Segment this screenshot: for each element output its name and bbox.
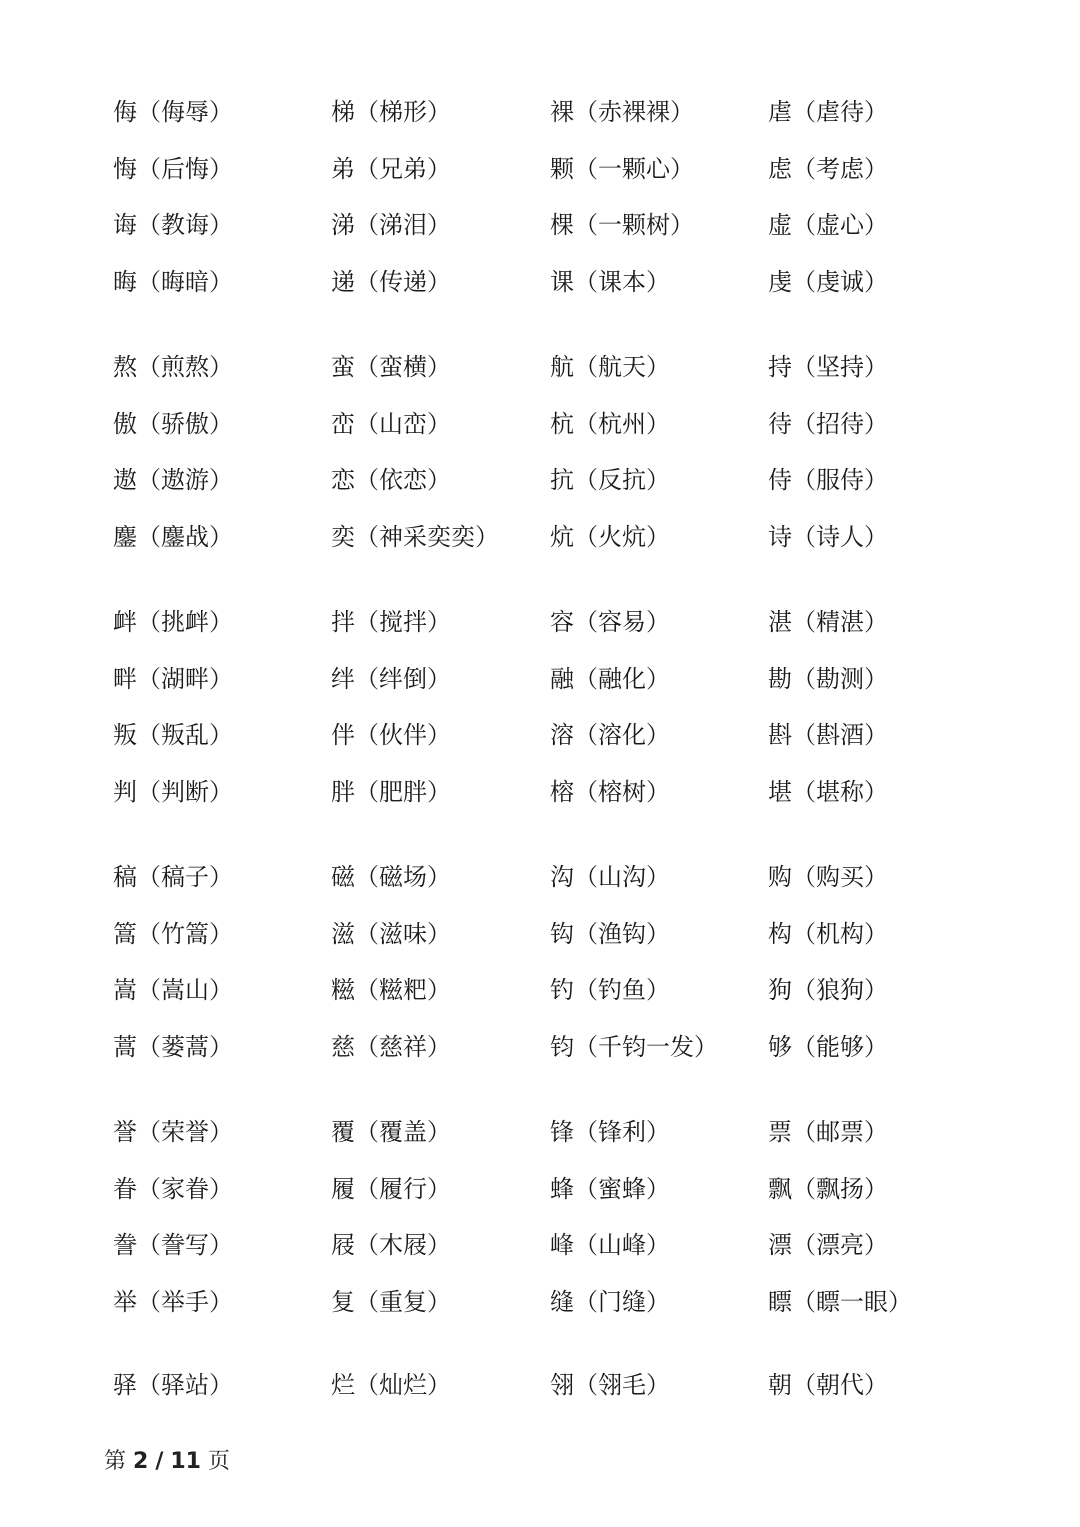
- page-prefix: 第: [104, 1449, 127, 1474]
- word-entry: 眷（家眷）: [113, 1174, 233, 1203]
- word-group: [0, 1357, 1080, 1414]
- word-entry: 峰（山峰）: [550, 1231, 670, 1259]
- word-row: [0, 651, 1080, 708]
- word-entry: 叛（叛乱）: [113, 721, 233, 749]
- word-row: [0, 594, 1080, 651]
- word-entry: 弟（兄弟）: [331, 154, 451, 183]
- word-entry: 烂（灿烂）: [331, 1371, 451, 1399]
- word-group: [0, 849, 1080, 1075]
- word-entry: 蒿（蒌蒿）: [113, 1032, 233, 1061]
- word-entry: 朝（朝代）: [768, 1371, 888, 1399]
- word-entry: 诲（教诲）: [113, 211, 233, 239]
- word-entry: 恋（依恋）: [331, 466, 451, 494]
- word-entry: 裸（赤裸裸）: [550, 98, 694, 126]
- word-entry: 湛（精湛）: [768, 608, 888, 636]
- word-entry: 遨（遨游）: [113, 466, 233, 494]
- word-entry: 峦（山峦）: [331, 409, 451, 438]
- word-row: [0, 764, 1080, 821]
- word-entry: 炕（火炕）: [550, 522, 670, 551]
- word-entry: 融（融化）: [550, 664, 670, 693]
- word-group: [0, 594, 1080, 820]
- word-entry: 持（坚持）: [768, 353, 888, 381]
- word-entry: 蛮（蛮横）: [331, 353, 451, 381]
- word-entry: 课（课本）: [550, 267, 670, 296]
- word-row: [0, 396, 1080, 453]
- word-entry: 悔（后悔）: [113, 154, 233, 183]
- word-entry: 杭（杭州）: [550, 409, 670, 438]
- word-entry: 绊（绊倒）: [331, 664, 451, 693]
- word-entry: 屐（木屐）: [331, 1231, 451, 1259]
- word-entry: 缝（门缝）: [550, 1287, 670, 1316]
- page-suffix: 页: [208, 1449, 231, 1474]
- word-entry: 侮（侮辱）: [113, 98, 233, 126]
- word-row: [0, 1161, 1080, 1218]
- word-entry: 磁（磁场）: [331, 863, 451, 891]
- word-entry: 堪（堪称）: [768, 777, 888, 806]
- word-entry: 棵（一颗树）: [550, 211, 694, 239]
- word-entry: 容（容易）: [550, 608, 670, 636]
- word-entry: 判（判断）: [113, 777, 233, 806]
- word-entry: 构（机构）: [768, 919, 888, 948]
- word-entry: 畔（湖畔）: [113, 664, 233, 693]
- word-row: [0, 197, 1080, 254]
- word-entry: 覆（覆盖）: [331, 1118, 451, 1146]
- word-entry: 溶（溶化）: [550, 721, 670, 749]
- word-entry: 诗（诗人）: [768, 522, 888, 551]
- word-entry: 够（能够）: [768, 1032, 888, 1061]
- word-row: [0, 509, 1080, 566]
- word-row: [0, 1104, 1080, 1161]
- word-row: [0, 452, 1080, 509]
- word-row: [0, 254, 1080, 311]
- word-entry: 滋（滋味）: [331, 919, 451, 948]
- word-row: [0, 849, 1080, 906]
- word-row: [0, 141, 1080, 198]
- word-entry: 翎（翎毛）: [550, 1371, 670, 1399]
- word-entry: 蜂（蜜蜂）: [550, 1174, 670, 1203]
- word-entry: 履（履行）: [331, 1174, 451, 1203]
- word-row: [0, 84, 1080, 141]
- total-pages: 11: [170, 1449, 201, 1474]
- word-entry: 誉（荣誉）: [113, 1118, 233, 1146]
- word-entry: 拌（搅拌）: [331, 608, 451, 636]
- word-entry: 狗（狼狗）: [768, 976, 888, 1004]
- word-entry: 抗（反抗）: [550, 466, 670, 494]
- word-entry: 虑（考虑）: [768, 154, 888, 183]
- word-entry: 漂（漂亮）: [768, 1231, 888, 1259]
- word-entry: 嵩（嵩山）: [113, 976, 233, 1004]
- word-row: [0, 1357, 1080, 1414]
- word-entry: 驿（驿站）: [113, 1371, 233, 1399]
- page-number: [104, 1446, 230, 1478]
- word-entry: 涕（涕泪）: [331, 211, 451, 239]
- word-entry: 待（招待）: [768, 409, 888, 438]
- word-entry: 晦（晦暗）: [113, 267, 233, 296]
- current-page: 2: [133, 1449, 149, 1474]
- word-entry: 榕（榕树）: [550, 777, 670, 806]
- word-entry: 誊（誊写）: [113, 1231, 233, 1259]
- word-entry: 熬（煎熬）: [113, 353, 233, 381]
- word-entry: 钧（千钧一发）: [550, 1032, 718, 1061]
- word-entry: 瞟（瞟一眼）: [768, 1287, 912, 1316]
- word-entry: 沟（山沟）: [550, 863, 670, 891]
- word-entry: 慈（慈祥）: [331, 1032, 451, 1061]
- word-entry: 虚（虚心）: [768, 211, 888, 239]
- word-entry: 梯（梯形）: [331, 98, 451, 126]
- word-entry: 傲（骄傲）: [113, 409, 233, 438]
- word-entry: 锋（锋利）: [550, 1118, 670, 1146]
- word-entry: 伴（伙伴）: [331, 721, 451, 749]
- word-entry: 侍（服侍）: [768, 466, 888, 494]
- word-entry: 虐（虐待）: [768, 98, 888, 126]
- page-separator: /: [155, 1449, 164, 1474]
- word-entry: 衅（挑衅）: [113, 608, 233, 636]
- word-entry: 糍（糍粑）: [331, 976, 451, 1004]
- word-row: [0, 1019, 1080, 1076]
- word-entry: 篙（竹篙）: [113, 919, 233, 948]
- word-row: [0, 962, 1080, 1019]
- word-entry: 航（航天）: [550, 353, 670, 381]
- word-row: [0, 906, 1080, 963]
- word-group: [0, 339, 1080, 565]
- word-entry: 颗（一颗心）: [550, 154, 694, 183]
- word-entry: 胖（肥胖）: [331, 777, 451, 806]
- word-entry: 斟（斟酒）: [768, 721, 888, 749]
- word-entry: 复（重复）: [331, 1287, 451, 1316]
- word-entry: 飘（飘扬）: [768, 1174, 888, 1203]
- word-group: [0, 1104, 1080, 1330]
- word-entry: 虔（虔诚）: [768, 267, 888, 296]
- word-row: [0, 707, 1080, 764]
- word-row: [0, 1217, 1080, 1274]
- word-entry: 钩（渔钩）: [550, 919, 670, 948]
- word-entry: 举（举手）: [113, 1287, 233, 1316]
- word-row: [0, 1274, 1080, 1331]
- word-entry: 稿（稿子）: [113, 863, 233, 891]
- word-entry: 钓（钓鱼）: [550, 976, 670, 1004]
- word-entry: 鏖（鏖战）: [113, 522, 233, 551]
- word-group: [0, 84, 1080, 310]
- word-entry: 勘（勘测）: [768, 664, 888, 693]
- word-entry: 票（邮票）: [768, 1118, 888, 1146]
- word-row: [0, 339, 1080, 396]
- word-entry: 奕（神采奕奕）: [331, 522, 499, 551]
- word-entry: 购（购买）: [768, 863, 888, 891]
- word-entry: 递（传递）: [331, 267, 451, 296]
